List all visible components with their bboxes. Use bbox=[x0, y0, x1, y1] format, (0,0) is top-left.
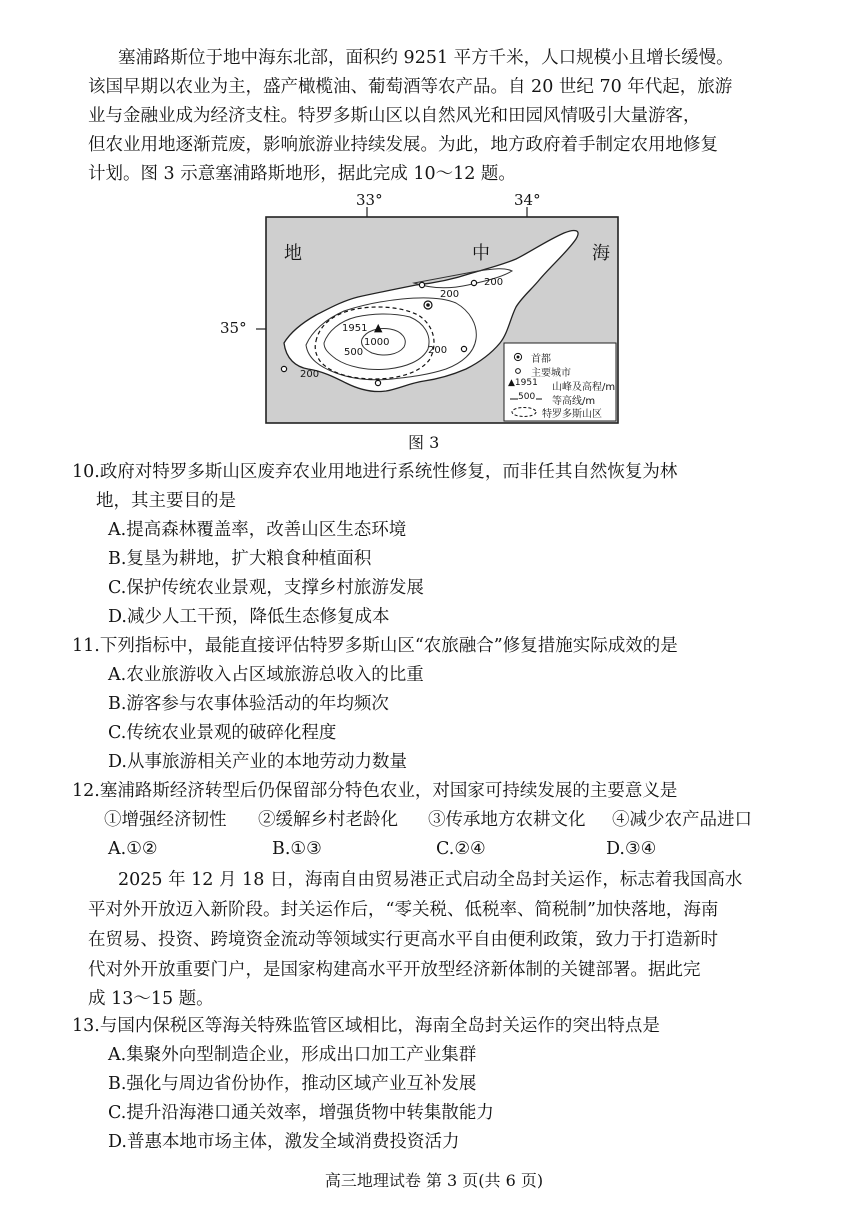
option-b: B.强化与周边省份协作，推动区域产业互补发展 bbox=[108, 1074, 477, 1094]
text-line: 但农业用地逐渐荒废，影响旅游业持续发展。为此，地方政府着手制定农用地修复 bbox=[88, 135, 718, 155]
option-c: C.②④ bbox=[436, 839, 486, 859]
text-line: 代对外开放重要门户，是国家构建高水平开放型经济新体制的关键部署。据此完 bbox=[88, 960, 701, 980]
question-stem: 11.下列指标中，最能直接评估特罗多斯山区“农旅融合”修复措施实际成效的是 bbox=[72, 636, 678, 656]
city-icon bbox=[281, 366, 286, 371]
option-d: D.减少人工干预，降低生态修复成本 bbox=[108, 607, 390, 627]
statement-item: ①增强经济韧性 bbox=[104, 810, 227, 830]
contour-label: 200 bbox=[484, 277, 504, 288]
legend-capital-dot bbox=[517, 356, 520, 359]
question-stem: 12.塞浦路斯经济转型后仍保留部分特色农业，对国家可持续发展的主要意义是 bbox=[72, 781, 678, 801]
question-stem: 13.与国内保税区等海关特殊监管区域相比，海南全岛封关运作的突出特点是 bbox=[72, 1016, 660, 1036]
option-d: D.③④ bbox=[606, 839, 657, 859]
legend-city-icon bbox=[516, 369, 521, 374]
sea-label-char: 海 bbox=[592, 243, 610, 264]
option-d: D.普惠本地市场主体，激发全域消费投资活力 bbox=[108, 1132, 460, 1152]
option-a: A.集聚外向型制造企业，形成出口加工产业集群 bbox=[108, 1045, 477, 1065]
statement-item: ③传承地方农耕文化 bbox=[428, 810, 586, 830]
contour-label: 200 bbox=[300, 369, 320, 380]
legend-prefix: ▲1951 bbox=[508, 378, 538, 388]
sea-label-char: 中 bbox=[472, 243, 490, 264]
lat-label-35: 35° bbox=[220, 319, 247, 337]
city-icon bbox=[461, 346, 466, 351]
legend-label: 特罗多斯山区 bbox=[542, 409, 602, 420]
capital-dot bbox=[426, 303, 430, 307]
option-c: C.保护传统农业景观，支撑乡村旅游发展 bbox=[108, 578, 424, 598]
option-b: B.游客参与农事体验活动的年均频次 bbox=[108, 694, 389, 714]
text-line: 平对外开放迈入新阶段。封关运作后，“零关税、低税率、简税制”加快落地，海南 bbox=[88, 900, 719, 920]
text-line: 2025 年 12 月 18 日，海南自由贸易港正式启动全岛封关运作，标志着我国高水 bbox=[118, 870, 743, 890]
option-b: B.复垦为耕地，扩大粮食种植面积 bbox=[108, 549, 372, 569]
text-line: 计划。图 3 示意塞浦路斯地形，据此完成 10～12 题。 bbox=[88, 164, 516, 184]
text-line: 在贸易、投资、跨境资金流动等领域实行更高水平自由便利政策，致力于打造新时 bbox=[88, 930, 718, 950]
sea-label-char: 地 bbox=[284, 243, 302, 264]
text-line: 塞浦路斯位于地中海东北部，面积约 9251 平方千米，人口规模小且增长缓慢。 bbox=[118, 48, 734, 68]
option-a: A.①② bbox=[108, 839, 158, 859]
legend-label: 首都 bbox=[531, 354, 551, 365]
option-a: A.提高森林覆盖率，改善山区生态环境 bbox=[108, 520, 407, 540]
lon-label-34: 34° bbox=[514, 191, 541, 209]
contour-label: 200 bbox=[440, 289, 460, 300]
statement-item: ②缓解乡村老龄化 bbox=[258, 810, 398, 830]
legend-contour-value: 500 bbox=[518, 392, 536, 402]
peak-elevation-label: 1951 bbox=[342, 323, 368, 334]
option-a: A.农业旅游收入占区域旅游总收入的比重 bbox=[108, 665, 424, 685]
peak-marker-icon: ▲ bbox=[374, 321, 383, 334]
question-stem: 10.政府对特罗多斯山区废弃农业用地进行系统性修复，而非任其自然恢复为林 bbox=[72, 462, 678, 482]
city-icon bbox=[375, 380, 380, 385]
legend-label: 山峰及高程/m bbox=[552, 382, 616, 393]
contour-label: 500 bbox=[344, 347, 364, 358]
text-line: 该国早期以农业为主，盛产橄榄油、葡萄酒等农产品。自 20 世纪 70 年代起，旅游 bbox=[88, 77, 733, 97]
legend-label: 主要城市 bbox=[531, 368, 571, 379]
text-line: 业与金融业成为经济支柱。特罗多斯山区以自然风光和田园风情吸引大量游客， bbox=[88, 106, 701, 126]
text-line: 成 13～15 题。 bbox=[88, 989, 214, 1009]
option-c: C.提升沿海港口通关效率，增强货物中转集散能力 bbox=[108, 1103, 494, 1123]
contour-label: 1000 bbox=[364, 337, 390, 348]
lon-label-33: 33° bbox=[356, 191, 383, 209]
figure-caption: 图 3 bbox=[408, 433, 440, 452]
cyprus-terrain-map bbox=[220, 191, 638, 453]
option-b: B.①③ bbox=[272, 839, 322, 859]
page-footer: 高三地理试卷 第 3 页(共 6 页) bbox=[324, 1171, 544, 1190]
option-d: D.从事旅游相关产业的本地劳动力数量 bbox=[108, 752, 407, 772]
city-icon bbox=[419, 282, 424, 287]
contour-label: 200 bbox=[428, 345, 448, 356]
statement-item: ④减少农产品进口 bbox=[612, 810, 752, 830]
option-c: C.传统农业景观的破碎化程度 bbox=[108, 723, 337, 743]
legend-label: 等高线/m bbox=[552, 396, 596, 407]
question-stem: 地，其主要目的是 bbox=[96, 491, 236, 511]
city-icon bbox=[471, 280, 476, 285]
